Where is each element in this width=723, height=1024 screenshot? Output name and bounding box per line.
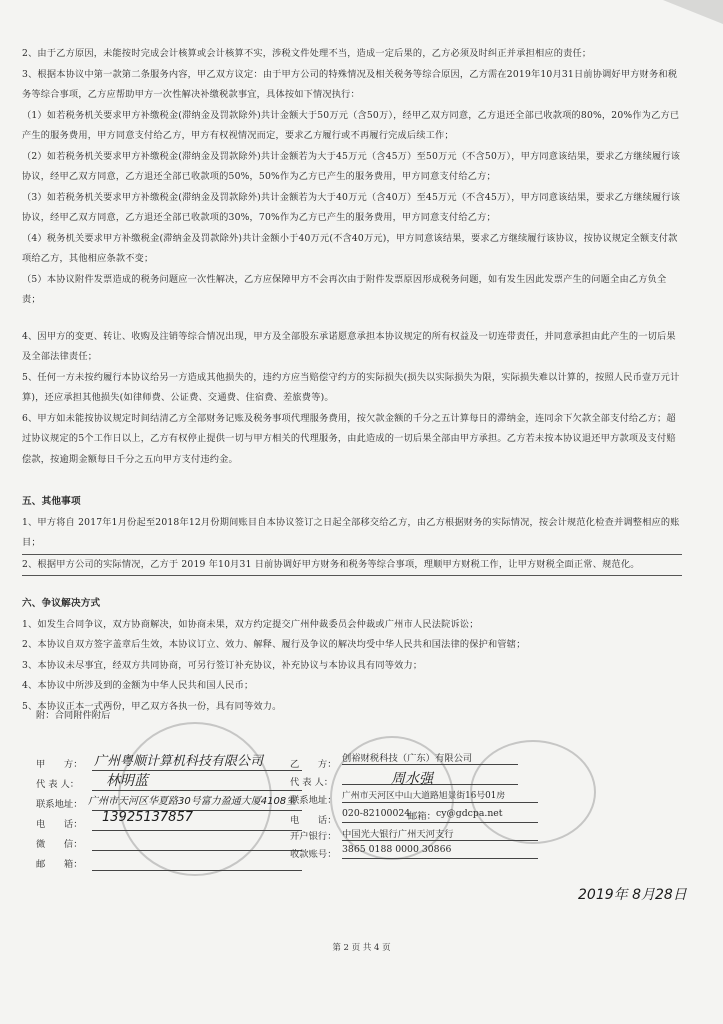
attachment-note: 附：合同附件附后: [36, 710, 111, 721]
party-a-email-label: 邮 箱：: [36, 859, 83, 870]
clause-5: 5、任何一方未按约履行本协议给另一方造成其他损失的，违约方应当赔偿守约方的实际损失(损失以实际损失为限，实际损失难以计算的，按照人民币壹万元计算)，还应承担其他损失(如律师费、公证费、交通费、住宿费、差旅费等)。: [22, 371, 680, 403]
party-b-email: cy@gdcpa.net: [436, 808, 503, 819]
party-a-rep-label: 代 表 人：: [36, 779, 80, 790]
party-b-bank: 中国光大银行广州天河支行: [342, 829, 454, 840]
clause-4: 4、因甲方的变更、转让、收购及注销等综合情况出现，甲方及全部股东承诺愿意承担本协议规定的所有权益及一切连带责任，并同意承担由此产生的一切后果及全部法律责任；: [22, 330, 676, 362]
page-corner-fold: [663, 0, 723, 24]
party-a-name: 广州粤顺计算机科技有限公司: [94, 754, 264, 769]
signature-block: [36, 748, 696, 878]
party-b-account-label: 收款账号：: [290, 849, 337, 860]
party-a-addr-label: 联系地址：: [36, 799, 83, 810]
party-b-addr: 广州市天河区中山大道路旭景街16号01房: [342, 791, 506, 801]
section-6-item-5: 5、本协议正本一式两份，甲乙双方各执一份，具有同等效力。: [22, 700, 282, 712]
section-6-item-2: 2、本协议自双方签字盖章后生效，本协议订立、效力、解释、履行及争议的解决均受中华人民共和国法律的保护和管辖；: [22, 639, 526, 650]
clause-3-3: （3）如若税务机关要求甲方补缴税金(滞纳金及罚款除外)共计金额若为大于40万元（含40万）至45万元（不含45万），甲方同意该结果，要求乙方继续履行该协议，经甲乙双方同意，乙方退还全部已收款项的30%，70%作为乙方已产生的服务费用，甲方同意支付给乙方；: [22, 191, 681, 223]
party-b-addr-label: 联系地址：: [290, 795, 337, 806]
signing-date: 2019年 8月28日: [578, 887, 687, 903]
section-6-item-4: 4、本协议中所涉及到的金额为中华人民共和国人民币；: [22, 680, 254, 691]
party-b-bank-label: 开户银行：: [290, 831, 337, 842]
party-b-rep-label: 代 表 人：: [290, 777, 334, 788]
clause-2: 2、由于乙方原因，未能按时完成会计核算或会计核算不实，涉税文件处理不当，造成一定后果的，乙方必须及时纠正并承担相应的责任；: [22, 48, 592, 59]
clause-6: 6、甲方如未能按协议规定时间结清乙方全部财务记账及税务事项代理服务费用，按欠款金额的千分之五计算每日的滞纳金，连同余下欠款全部支付给乙方；超过协议规定的5个工作日以上，乙方有权停止提供一切与甲方相关的代理服务，由此造成的一切后果全部由甲方承担。乙方若未按本协议退还甲方款项及支付赔偿款，按逾期金额每日千分之五向甲方支付违约金。: [22, 412, 676, 465]
contract-body: [22, 44, 682, 717]
party-a-rep: 林明蓝: [106, 773, 148, 789]
section-6-title: 六、争议解决方式: [22, 598, 101, 609]
section-6-item-3: 3、本协议未尽事宜，经双方共同协商，可另行签订补充协议，补充协议与本协议具有同等效力；: [22, 659, 423, 671]
clause-3-1: （1）如若税务机关要求甲方补缴税金(滞纳金及罚款除外)共计金额大于50万元（含50万），经甲乙双方同意，乙方退还全部已收款项的80%，20%作为乙方已产生的服务费用，甲方同意支付给乙方，甲方有权视情况而定，要求乙方履行或不再履行完成后续工作；: [22, 109, 680, 141]
party-b-account: 3865 0188 0000 30866: [342, 844, 452, 855]
section-6-item-1: 1、如发生合同争议，双方协商解决，如协商未果，双方约定提交广州仲裁委员会仲裁或广州市人民法院诉讼；: [22, 618, 479, 630]
section-5-item-1: 1、甲方将自 2017年1月份起至2018年12月份期间账目自本协议签订之日起全部移交给乙方，由乙方根据财务的实际情况，按会计规范化检查并调整相应的账目；: [22, 513, 682, 555]
party-a-phone-label: 电 话：: [36, 819, 83, 830]
party-b-phone: 020-82100024: [342, 808, 411, 819]
party-b-phone-label: 电 话：: [290, 815, 337, 826]
clause-3: 3、根据本协议中第一款第二条服务内容，甲乙双方议定：由于甲方公司的特殊情况及相关税务等综合原因，乙方需在2019年10月31日前协调好甲方财务和税务等综合事项，乙方应帮助甲方一次性解决补缴税款事宜，具体按如下情况执行：: [22, 68, 678, 100]
party-b-name: 创裕财税科技（广东）有限公司: [342, 753, 473, 764]
clause-3-2: （2）如若税务机关要求甲方补缴税金(滞纳金及罚款除外)共计金额若为大于45万元（含45万）至50万元（不含50万），甲方同意该结果，要求乙方继续履行该协议，经甲乙双方同意，乙方退还全部已收款项的50%，50%作为乙方已产生的服务费用，甲方同意支付给乙方；: [22, 150, 681, 182]
section-5-item-2: 2、根据甲方公司的实际情况，乙方于 2019 年10月31 日前协调好甲方财务和税务等综合事项，理顺甲方财税工作，让甲方财税全面正常、规范化。: [22, 555, 682, 577]
clause-3-5: （5）本协议附件发票造成的税务问题应一次性解决，乙方应保障甲方不会再次由于附件发票原因形成税务问题，如有发生因此发票产生的问题全由乙方负全责；: [22, 273, 667, 305]
section-5-title: 五、其他事项: [22, 496, 81, 507]
party-a-addr: 广州市天河区华夏路30号富力盈通大厦4108室: [88, 796, 297, 807]
party-b-rep: 周水强: [391, 771, 433, 787]
clause-3-4: （4）税务机关要求甲方补缴税金(滞纳金及罚款除外)共计金额小于40万元(不含40万元)，甲方同意该结果，要求乙方继续履行该协议，按协议规定全额支付款项给乙方，其他相应条款不变；: [22, 232, 678, 264]
party-a-wechat-label: 微 信：: [36, 839, 83, 850]
party-b-label: 乙 方：: [290, 759, 337, 770]
page-number: 第 2 页 共 4 页: [332, 943, 391, 953]
party-a-phone: 13925137857: [102, 810, 193, 825]
party-a-label: 甲 方：: [36, 759, 83, 770]
party-b-email-label: 邮箱：: [408, 811, 436, 822]
